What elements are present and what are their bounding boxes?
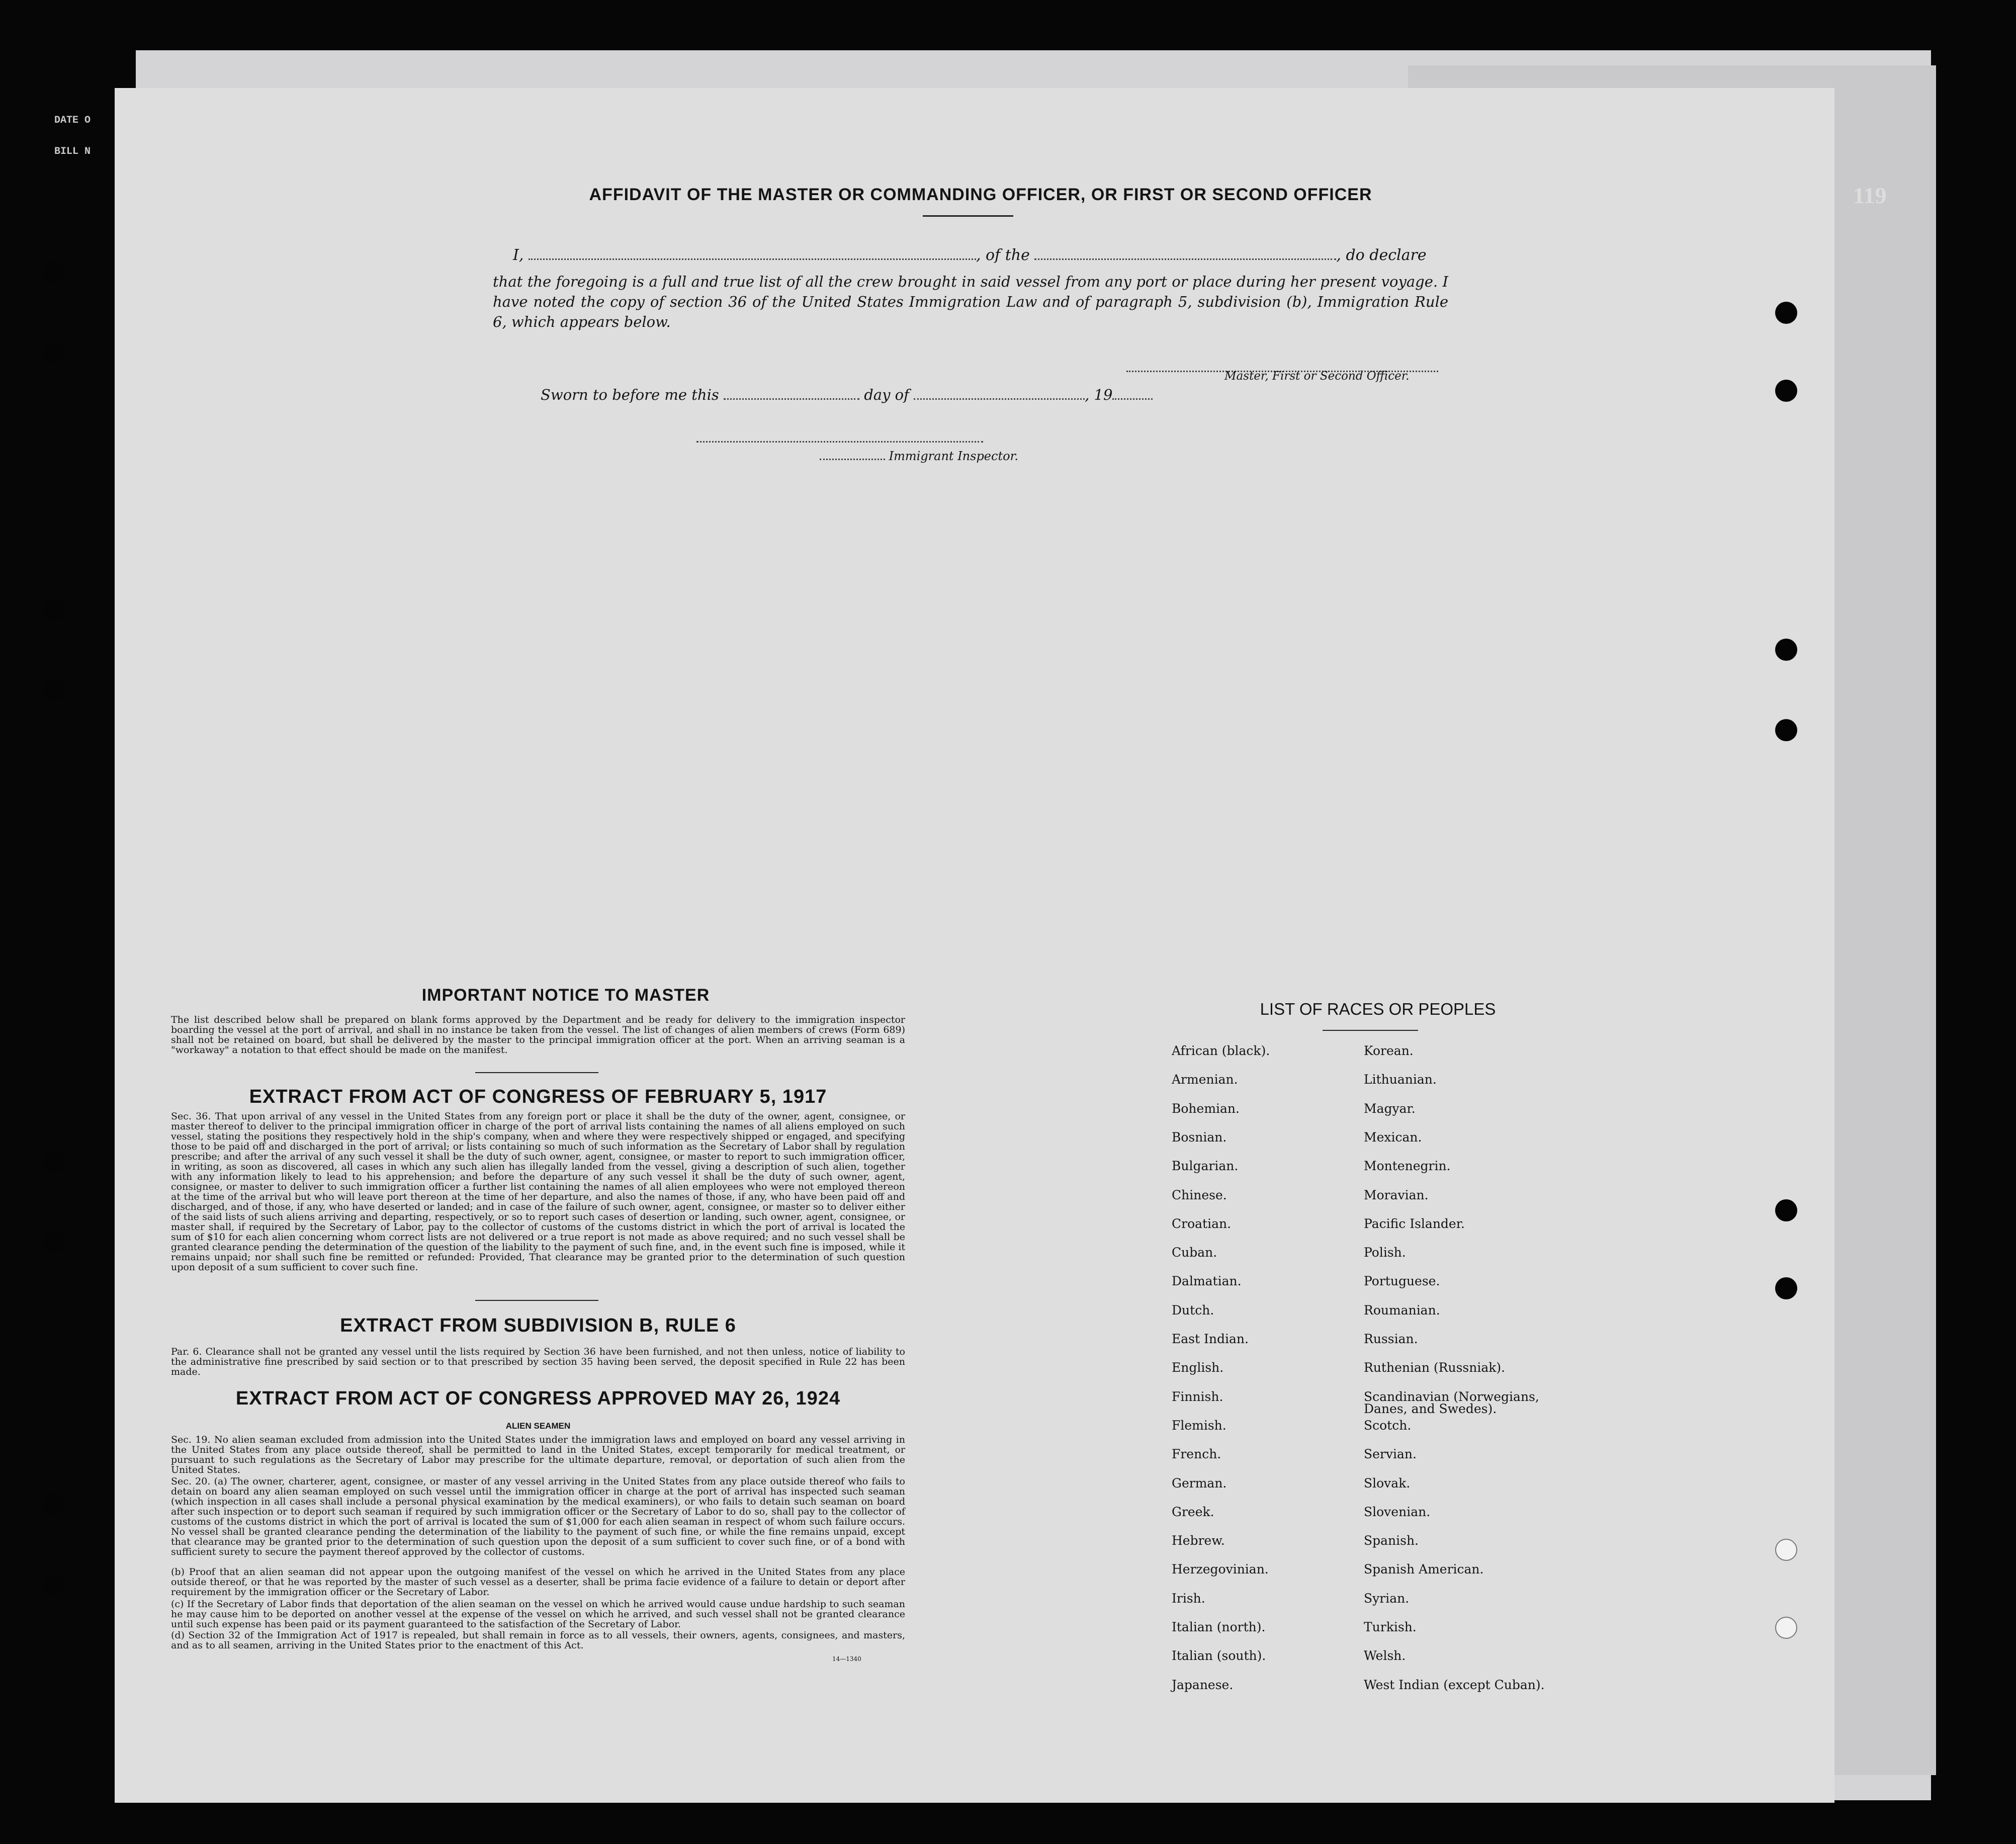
race-item: Croatian. — [1172, 1216, 1232, 1231]
race-item: Flemish. — [1172, 1418, 1226, 1433]
race-item: East Indian. — [1172, 1332, 1249, 1346]
notice-body: The list described below shall be prepared on blank forms approved by the Department and be ready for delivery to the immigration inspector boarding the vessel at the port of arrival, and shall in no instance be taken from the vessel. The list of changes of alien members of crews (Form 689) shall not be retained on board, but shall be delivered by the master to the principal immigration officer at the port. When an arriving seaman is a "workaway" a notation to that effect should be made on the manifest. — [171, 1014, 905, 1056]
race-item: Slovak. — [1364, 1475, 1411, 1490]
race-item: Pacific Islander. — [1364, 1216, 1465, 1231]
race-item: Dalmatian. — [1172, 1274, 1242, 1289]
race-item: Spanish. — [1364, 1533, 1419, 1548]
inspector-field[interactable] — [820, 459, 885, 460]
race-item: Bohemian. — [1172, 1101, 1240, 1116]
race-item: Welsh. — [1364, 1648, 1406, 1663]
race-item: Scotch. — [1364, 1418, 1412, 1433]
race-item: Dutch. — [1172, 1302, 1214, 1318]
binder-hole — [1775, 302, 1797, 324]
race-item: English. — [1172, 1360, 1224, 1375]
race-item: Slovenian. — [1364, 1504, 1431, 1519]
race-item: Cuban. — [1172, 1245, 1217, 1260]
race-item: Lithuanian. — [1364, 1072, 1437, 1087]
race-item: Irish. — [1172, 1591, 1205, 1606]
extract-1924-sec19: Sec. 19. No alien seaman excluded from admission into the United States under the immigration laws and employed on board any vessel arriving in the United States from any place outside thereof, shall be permitted to land in the United States, except temporarily for medical treatment, or pursuant to such regulations as the Secretary of Labor may prescribe for the ultimate departure, removal, or deportation of such alien from the United States. — [171, 1434, 905, 1475]
name-field[interactable] — [529, 258, 976, 260]
binder-hole — [43, 679, 65, 701]
vessel-field[interactable] — [1034, 258, 1336, 260]
race-item: Servian. — [1364, 1447, 1417, 1462]
race-item: Polish. — [1364, 1245, 1406, 1260]
section-rule — [475, 1300, 598, 1301]
binder-hole — [1775, 1617, 1797, 1639]
extract-1924-subtitle: ALIEN SEAMEN — [505, 1421, 571, 1431]
year-field[interactable] — [1112, 398, 1153, 400]
sworn-label: Sworn to before me this — [541, 386, 719, 403]
do-declare-label: , do declare — [1336, 246, 1427, 264]
race-item: Turkish. — [1364, 1620, 1417, 1634]
binder-hole — [1775, 639, 1797, 661]
extract-1924-title: EXTRACT FROM ACT OF CONGRESS APPROVED MAY 26, 1924 — [235, 1388, 841, 1409]
race-item: Chinese. — [1172, 1187, 1227, 1202]
race-item: Mexican. — [1364, 1129, 1422, 1145]
binder-hole — [1775, 1199, 1797, 1221]
binder-hole — [43, 1152, 65, 1174]
binder-hole — [43, 1232, 65, 1254]
page-number: 119 — [1853, 183, 1887, 208]
affidavit-body: that the foregoing is a full and true list of all the crew brought in said vessel from any port or place during her present voyage. I have noted the copy of section 36 of the United States Immigration Law and of paragraph 5, subdivision (b), Immigration Rule 6, which appears below. — [493, 273, 1448, 330]
race-item: Greek. — [1172, 1504, 1214, 1519]
binder-hole — [43, 261, 65, 284]
race-item: Finnish. — [1172, 1389, 1223, 1404]
extract-1917-body: Sec. 36. That upon arrival of any vessel in the United States from any foreign port or place it shall be the duty of the owner, agent, consignee, or master thereof to deliver to the principal immigration officer in charge of the port of arrival lists containing the names of all aliens employed on such vessel, stating the positions they respectively hold in the ship's company, when and where they were respectively shipped or engaged, and specifying those to be paid off and discharged in the port of arrival; or lists containing so much of such information as the Secretary of Labor shall by regulation prescribe; and after the arrival of any such vessel it shall be the duty of such owner, agent, consignee, or master to report to such immigration officer, in writing, as soon as discovered, all cases in which any such alien has illegally landed from the vessel, giving a description of such alien, together with any information likely to lead to his apprehension; and before the departure of any such vessel it shall be the duty of such owner, agent, consignee, or master to deliver to such immigration officer a further list containing the names of all alien employees who were not employed thereon at the time of the arrival but who will leave port thereon at the time of her departure, and also the names of those, if any, who have been paid off and discharged, and of those, if any, who have deserted or landed; and in case of the failure of such owner, agent, consignee, or master so to deliver either of the said lists of such aliens arriving and departing, respectively, or so to report such cases of desertion or landing, such owner, agent, consignee, or master shall, if required by the Secretary of Labor, pay to the collector of customs of the customs district in which the port of arrival is located the sum of $10 for each alien concerning whom correct lists are not delivered or a true report is not made as above required; and no such vessel shall be granted clearance pending the determination of the question of the liability to the payment of such fine, and, in the event such fine is imposed, while it remains unpaid; nor shall such fine be remitted or refunded: Provided, That clearance may be granted prior to the determination of such question upon deposit of a sum sufficient to cover such fine. — [171, 1111, 905, 1273]
race-item: Russian. — [1364, 1332, 1418, 1346]
race-item: French. — [1172, 1447, 1221, 1462]
race-item: African (black). — [1172, 1043, 1270, 1058]
race-item: Bosnian. — [1172, 1129, 1227, 1145]
race-item: Magyar. — [1364, 1101, 1416, 1116]
races-rule — [1323, 1030, 1418, 1031]
of-the-label: , of the — [976, 246, 1030, 264]
affidavit-declaration-line — [513, 246, 1427, 264]
left-label-bill: BILL N — [54, 146, 91, 157]
race-item: Montenegrin. — [1364, 1159, 1451, 1174]
race-item: Korean. — [1364, 1043, 1414, 1058]
inspector-line — [820, 449, 1018, 463]
binder-hole — [1775, 1277, 1797, 1299]
race-item: Spanish American. — [1364, 1562, 1484, 1577]
year-label: , 19 — [1085, 386, 1113, 403]
race-item: Syrian. — [1364, 1591, 1410, 1606]
race-item: Italian (south). — [1172, 1648, 1266, 1663]
race-item: Scandinavian (Norwegians, Danes, and Swedes). — [1364, 1389, 1539, 1416]
sworn-day-field[interactable] — [724, 398, 859, 400]
rule6-body: Par. 6. Clearance shall not be granted any vessel until the lists required by Section 36 have been furnished, and not then unless, notice of liability to the administrative fine prescribed by said section or to that prescribed by section 35 having been served, the deposit specified in Rule 22 has been made. — [171, 1346, 905, 1377]
race-item: German. — [1172, 1475, 1227, 1490]
race-item: Armenian. — [1172, 1072, 1238, 1087]
section-rule — [475, 1072, 598, 1073]
extract-1924-sec20c: (c) If the Secretary of Labor finds that deportation of the alien seaman on the vessel on which he arrived would cause undue hardship to such seaman he may cause him to be deported on another vessel at the expense of the vessel on which he arrived, and such vessel shall not be granted clearance until such expense has been paid or its payment guaranteed to the satisfaction of the Secretary of Labor. — [171, 1599, 905, 1630]
race-item: West Indian (except Cuban). — [1364, 1677, 1545, 1692]
inspector-label: Immigrant Inspector. — [889, 449, 1019, 463]
binder-hole — [43, 342, 65, 364]
binder-hole — [1775, 1539, 1797, 1561]
extract-1924-sec20d: (d) Section 32 of the Immigration Act of 1917 is repealed, but shall remain in force as to all vessels, their owners, agents, consignees, and masters, and as to all seamen, arriving in the United States prior to the enactment of this Act. — [171, 1630, 905, 1651]
race-item: Italian (north). — [1172, 1620, 1266, 1634]
rule6-title: EXTRACT FROM SUBDIVISION B, RULE 6 — [340, 1315, 736, 1336]
notice-title: IMPORTANT NOTICE TO MASTER — [421, 986, 710, 1005]
race-item: Moravian. — [1364, 1187, 1429, 1202]
binder-hole — [1775, 719, 1797, 741]
races-title: LIST OF RACES OR PEOPLES — [1260, 1000, 1496, 1018]
race-item: Herzegovinian. — [1172, 1562, 1269, 1577]
master-signature-label: Master, First or Second Officer. — [1224, 370, 1410, 383]
affidavit-title: AFFIDAVIT OF THE MASTER OR COMMANDING OFFICER, OR FIRST OR SECOND OFFICER — [589, 185, 1372, 204]
extract-1924-sec20b: (b) Proof that an alien seaman did not appear upon the outgoing manifest of the vessel on which he arrived in the United States from any place outside thereof, or that he was reported by the master of such vessel as a deserter, shall be prima facie evidence of a failure to detain or deport after requirement by the immigration officer or the Secretary of Labor. — [171, 1566, 905, 1598]
race-item: Roumanian. — [1364, 1302, 1440, 1318]
day-of-label: day of — [864, 386, 909, 403]
race-item: Portuguese. — [1364, 1274, 1440, 1289]
race-item: Hebrew. — [1172, 1533, 1225, 1548]
i-label: I, — [513, 246, 524, 264]
race-item: Japanese. — [1172, 1677, 1234, 1692]
title-rule — [923, 215, 1013, 217]
sworn-month-field[interactable] — [914, 398, 1085, 400]
binder-hole — [43, 598, 65, 621]
race-item: Ruthenian (Russniak). — [1364, 1360, 1506, 1375]
sworn-line — [541, 386, 1153, 403]
inspector-signature-line[interactable] — [696, 435, 983, 445]
extract-1924-sec20a: Sec. 20. (a) The owner, charterer, agent, consignee, or master of any vessel arriving in the United States from any place outside thereof who fails to detain on board any alien seaman employed on such vessel until the immigration officer in charge at the port of arrival has inspected such seaman (which inspection in all cases shall include a personal physical examination by the medical examiners), or who fails to detain such seaman on board after such inspection or to deport such seaman if required by such immigration officer or the Secretary of Labor to do so, shall pay to the collector of customs of the customs district in which the port of arrival is located the sum of $1,000 for each alien seaman in respect of whom such failure occurs. No vessel shall be granted clearance pending the determination of the liability to the payment of such fine, or while the fine remains unpaid, except that clearance may be granted prior to the determination of such question upon the deposit of a sum sufficient to cover such fine, or of a bond with sufficient surety to secure the payment thereof approved by the collector of customs. — [171, 1476, 905, 1557]
race-item: Bulgarian. — [1172, 1159, 1239, 1174]
extract-1917-title: EXTRACT FROM ACT OF CONGRESS OF FEBRUARY 5, 1917 — [249, 1086, 827, 1107]
form-number: 14—1340 — [832, 1655, 861, 1662]
binder-hole — [43, 1574, 65, 1596]
binder-hole — [1775, 380, 1797, 402]
left-label-date: DATE O — [54, 115, 91, 126]
binder-hole — [43, 1494, 65, 1516]
